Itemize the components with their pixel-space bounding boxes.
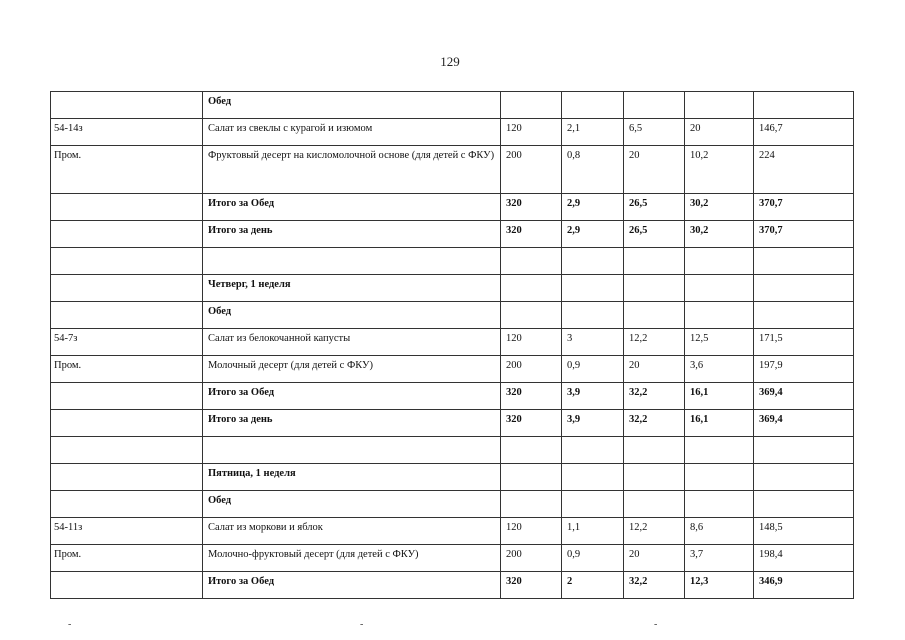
code-cell xyxy=(51,248,203,275)
energy-cell: 171,5 xyxy=(754,329,854,356)
proteins-cell xyxy=(562,491,624,518)
energy-cell: 370,7 xyxy=(754,194,854,221)
weight-cell: 320 xyxy=(501,383,562,410)
weight-cell: 120 xyxy=(501,329,562,356)
energy-cell xyxy=(754,302,854,329)
weight-cell: 320 xyxy=(501,194,562,221)
dish-cell xyxy=(203,437,501,464)
dish-cell: Итого за день xyxy=(203,410,501,437)
proteins-cell: 1,1 xyxy=(562,518,624,545)
energy-cell: 148,5 xyxy=(754,518,854,545)
fats-cell: 12,2 xyxy=(624,329,685,356)
weight-cell xyxy=(501,248,562,275)
scan-mark: - xyxy=(68,619,72,630)
energy-cell xyxy=(754,275,854,302)
weight-cell xyxy=(501,92,562,119)
proteins-cell xyxy=(562,464,624,491)
fats-cell: 12,2 xyxy=(624,518,685,545)
section-header-row xyxy=(51,302,854,329)
fats-cell: 32,2 xyxy=(624,572,685,599)
scan-mark: - xyxy=(360,619,364,630)
section-header-row xyxy=(51,491,854,518)
dish-cell: Четверг, 1 неделя xyxy=(203,275,501,302)
proteins-cell: 2,9 xyxy=(562,221,624,248)
code-cell: Пром. xyxy=(51,545,203,572)
table-row xyxy=(51,329,854,356)
weight-cell: 200 xyxy=(501,545,562,572)
carbs-cell: 8,6 xyxy=(685,518,754,545)
section-header-row xyxy=(51,275,854,302)
dish-cell: Молочно-фруктовый десерт (для детей с ФКУ) xyxy=(203,545,501,572)
fats-cell xyxy=(624,248,685,275)
energy-cell xyxy=(754,437,854,464)
code-cell xyxy=(51,410,203,437)
table-row xyxy=(51,518,854,545)
dish-cell: Салат из свеклы с курагой и изюмом xyxy=(203,119,501,146)
proteins-cell: 0,9 xyxy=(562,356,624,383)
energy-cell xyxy=(754,491,854,518)
fats-cell: 26,5 xyxy=(624,194,685,221)
energy-cell: 146,7 xyxy=(754,119,854,146)
dish-cell: Салат из моркови и яблок xyxy=(203,518,501,545)
energy-cell: 370,7 xyxy=(754,221,854,248)
total-row xyxy=(51,221,854,248)
fats-cell xyxy=(624,464,685,491)
carbs-cell xyxy=(685,275,754,302)
dish-cell: Салат из белокочанной капусты xyxy=(203,329,501,356)
energy-cell xyxy=(754,248,854,275)
proteins-cell: 2,9 xyxy=(562,194,624,221)
total-row xyxy=(51,410,854,437)
table-row xyxy=(51,545,854,572)
dish-cell: Обед xyxy=(203,92,501,119)
energy-cell: 224 xyxy=(754,146,854,194)
energy-cell: 346,9 xyxy=(754,572,854,599)
weight-cell xyxy=(501,302,562,329)
proteins-cell: 0,9 xyxy=(562,545,624,572)
code-cell: Пром. xyxy=(51,356,203,383)
energy-cell: 198,4 xyxy=(754,545,854,572)
fats-cell: 26,5 xyxy=(624,221,685,248)
carbs-cell: 3,7 xyxy=(685,545,754,572)
dish-cell: Итого за Обед xyxy=(203,383,501,410)
proteins-cell: 3,9 xyxy=(562,410,624,437)
dish-cell: Фруктовый десерт на кисломолочной основе (для детей с ФКУ) xyxy=(203,146,501,194)
total-row xyxy=(51,383,854,410)
proteins-cell: 3,9 xyxy=(562,383,624,410)
carbs-cell: 3,6 xyxy=(685,356,754,383)
fats-cell xyxy=(624,491,685,518)
table-row xyxy=(51,119,854,146)
scan-mark: - xyxy=(654,619,658,630)
weight-cell: 320 xyxy=(501,572,562,599)
energy-cell: 369,4 xyxy=(754,383,854,410)
fats-cell: 20 xyxy=(624,545,685,572)
proteins-cell xyxy=(562,248,624,275)
code-cell: 54-7з xyxy=(51,329,203,356)
carbs-cell xyxy=(685,92,754,119)
code-cell: 54-14з xyxy=(51,119,203,146)
code-cell xyxy=(51,437,203,464)
weight-cell xyxy=(501,437,562,464)
section-header-row xyxy=(51,92,854,119)
weight-cell xyxy=(501,275,562,302)
dish-cell xyxy=(203,248,501,275)
carbs-cell xyxy=(685,491,754,518)
code-cell: 54-11з xyxy=(51,518,203,545)
table-row xyxy=(51,146,854,194)
dish-cell: Итого за день xyxy=(203,221,501,248)
menu-table xyxy=(50,91,854,599)
fats-cell: 32,2 xyxy=(624,410,685,437)
weight-cell: 200 xyxy=(501,146,562,194)
spacer-row xyxy=(51,248,854,275)
spacer-row xyxy=(51,437,854,464)
weight-cell: 120 xyxy=(501,518,562,545)
carbs-cell: 16,1 xyxy=(685,383,754,410)
weight-cell: 120 xyxy=(501,119,562,146)
carbs-cell: 10,2 xyxy=(685,146,754,194)
fats-cell: 32,2 xyxy=(624,383,685,410)
section-header-row xyxy=(51,464,854,491)
dish-cell: Итого за Обед xyxy=(203,572,501,599)
carbs-cell xyxy=(685,464,754,491)
proteins-cell: 2,1 xyxy=(562,119,624,146)
weight-cell xyxy=(501,491,562,518)
total-row xyxy=(51,194,854,221)
carbs-cell: 30,2 xyxy=(685,221,754,248)
energy-cell: 369,4 xyxy=(754,410,854,437)
total-row xyxy=(51,572,854,599)
fats-cell xyxy=(624,302,685,329)
carbs-cell: 12,5 xyxy=(685,329,754,356)
code-cell xyxy=(51,221,203,248)
dish-cell: Итого за Обед xyxy=(203,194,501,221)
proteins-cell: 0,8 xyxy=(562,146,624,194)
code-cell: Пром. xyxy=(51,146,203,194)
proteins-cell xyxy=(562,92,624,119)
code-cell xyxy=(51,275,203,302)
table-row xyxy=(51,356,854,383)
code-cell xyxy=(51,92,203,119)
weight-cell: 320 xyxy=(501,410,562,437)
proteins-cell: 2 xyxy=(562,572,624,599)
carbs-cell xyxy=(685,437,754,464)
dish-cell: Обед xyxy=(203,302,501,329)
fats-cell: 6,5 xyxy=(624,119,685,146)
code-cell xyxy=(51,383,203,410)
code-cell xyxy=(51,194,203,221)
carbs-cell: 16,1 xyxy=(685,410,754,437)
page-number: 129 xyxy=(440,54,460,69)
carbs-cell: 12,3 xyxy=(685,572,754,599)
proteins-cell xyxy=(562,437,624,464)
fats-cell xyxy=(624,92,685,119)
code-cell xyxy=(51,302,203,329)
dish-cell: Пятница, 1 неделя xyxy=(203,464,501,491)
code-cell xyxy=(51,464,203,491)
code-cell xyxy=(51,572,203,599)
fats-cell: 20 xyxy=(624,356,685,383)
weight-cell: 320 xyxy=(501,221,562,248)
dish-cell: Молочный десерт (для детей с ФКУ) xyxy=(203,356,501,383)
menu-table-body xyxy=(51,92,854,599)
fats-cell xyxy=(624,437,685,464)
fats-cell xyxy=(624,275,685,302)
carbs-cell xyxy=(685,302,754,329)
proteins-cell xyxy=(562,275,624,302)
energy-cell xyxy=(754,92,854,119)
energy-cell xyxy=(754,464,854,491)
proteins-cell: 3 xyxy=(562,329,624,356)
weight-cell xyxy=(501,464,562,491)
energy-cell: 197,9 xyxy=(754,356,854,383)
code-cell xyxy=(51,491,203,518)
carbs-cell xyxy=(685,248,754,275)
fats-cell: 20 xyxy=(624,146,685,194)
proteins-cell xyxy=(562,302,624,329)
dish-cell: Обед xyxy=(203,491,501,518)
carbs-cell: 30,2 xyxy=(685,194,754,221)
carbs-cell: 20 xyxy=(685,119,754,146)
weight-cell: 200 xyxy=(501,356,562,383)
